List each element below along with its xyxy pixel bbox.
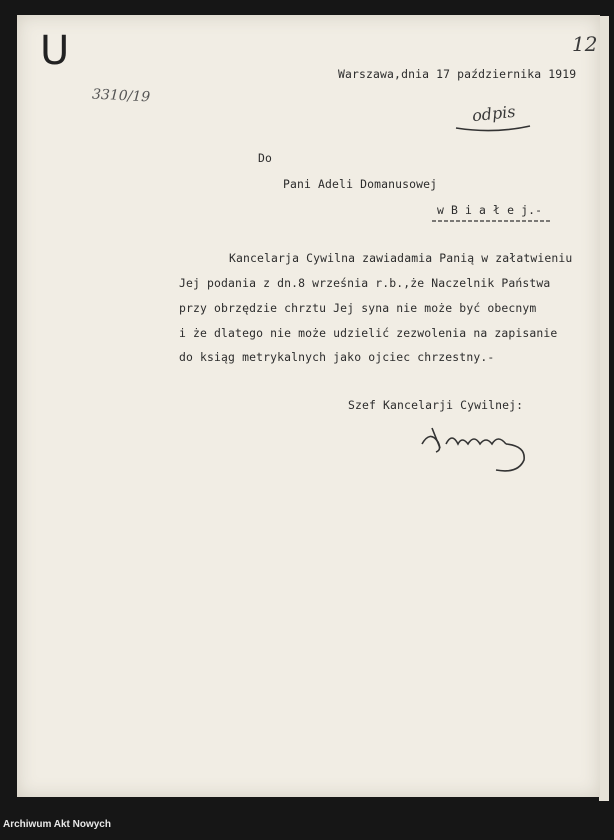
margin-mark: U <box>40 28 70 74</box>
page-edge <box>599 16 609 801</box>
body-line-3: przy obrzędzie chrztu Jej syna nie może być obecnym <box>179 301 537 315</box>
handwritten-signature <box>418 420 533 480</box>
body-line-2: Jej podania z dn.8 września r.b.,że Naczelnik Państwa <box>179 276 551 290</box>
recipient-name: Pani Adeli Domanusowej <box>283 177 438 191</box>
body-line-4: i że dlatego nie może udzielić zezwolenia na zapisanie <box>179 326 558 340</box>
page-number: 12 <box>572 32 598 56</box>
file-reference: 3310/19 <box>91 86 151 106</box>
dashed-rule <box>432 219 554 223</box>
salutation: Do <box>258 151 273 165</box>
annotation-underline <box>454 122 534 134</box>
archive-label: Archiwum Akt Nowych <box>3 819 111 830</box>
annotation-odpis: odpis <box>471 101 517 126</box>
date-line: Warszawa,dnia 17 października 1919 <box>338 67 577 81</box>
body-line-5: do ksiąg metrykalnych jako ojciec chrzestny.- <box>179 350 495 364</box>
recipient-place: w B i a ł e j.- <box>437 203 543 217</box>
signature-title: Szef Kancelarji Cywilnej: <box>348 398 524 412</box>
body-line-1: Kancelarja Cywilna zawiadamia Panią w załatwieniu <box>229 251 573 265</box>
